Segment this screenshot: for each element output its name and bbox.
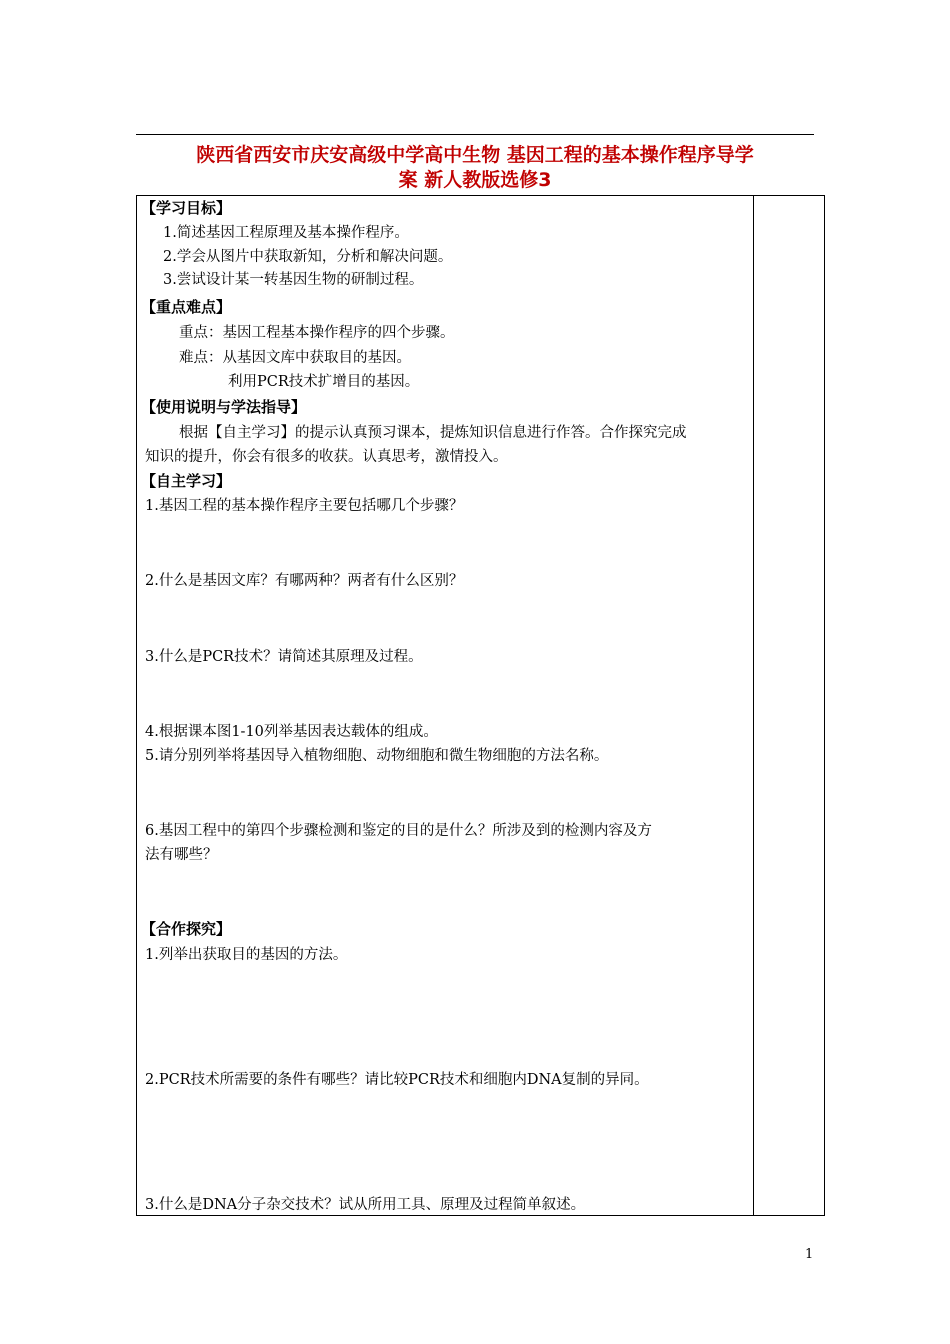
guide-line-1: 根据【自主学习】的提示认真预习课本，提炼知识信息进行作答。合作探究完成 [179, 425, 687, 441]
guide-line-2: 知识的提升，你会有很多的收获。认真思考，激情投入。 [145, 449, 508, 465]
cooperative-question-3: 3.什么是DNA分子杂交技术？试从所用工具、原理及过程简单叙述。 [145, 1197, 586, 1213]
difficulty-text: 难点：从基因文库中获取目的基因。 [179, 350, 411, 366]
title-line-1: 陕西省西安市庆安高级中学高中生物 基因工程的基本操作程序导学 [196, 144, 754, 166]
difficulty-text-2: 利用PCR技术扩增目的基因。 [228, 374, 420, 390]
self-study-question-1: 1.基因工程的基本操作程序主要包括哪几个步骤？ [145, 498, 464, 514]
title-line-2: 案 新人教版选修3 [398, 169, 552, 191]
self-study-question-3: 3.什么是PCR技术？请简述其原理及过程。 [145, 649, 423, 665]
document-title [136, 143, 814, 193]
cooperative-heading: 【合作探究】 [141, 920, 232, 938]
guide-heading: 【使用说明与学法指导】 [141, 398, 307, 416]
page-number: 1 [805, 1247, 814, 1262]
self-study-heading: 【自主学习】 [141, 472, 232, 490]
content-table-notes-column [753, 195, 825, 1216]
key-points-heading: 【重点难点】 [141, 298, 232, 316]
cooperative-question-2: 2.PCR技术所需要的条件有哪些？请比较PCR技术和细胞内DNA复制的异同。 [145, 1072, 649, 1088]
self-study-question-6-line-1: 6.基因工程中的第四个步骤检测和鉴定的目的是什么？所涉及到的检测内容及方 [145, 823, 652, 839]
self-study-question-6-line-2: 法有哪些？ [145, 847, 218, 863]
cooperative-question-1: 1.列举出获取目的基因的方法。 [145, 947, 348, 963]
self-study-question-2: 2.什么是基因文库？有哪两种？两者有什么区别？ [145, 573, 464, 589]
self-study-question-4: 4.根据课本图1-10列举基因表达载体的组成。 [145, 724, 438, 740]
objective-item: 3.尝试设计某一转基因生物的研制过程。 [163, 272, 424, 288]
objective-item: 1.简述基因工程原理及基本操作程序。 [163, 225, 409, 241]
objectives-heading: 【学习目标】 [141, 199, 232, 217]
focus-text: 重点：基因工程基本操作程序的四个步骤。 [179, 325, 455, 341]
self-study-question-5: 5.请分别列举将基因导入植物细胞、动物细胞和微生物细胞的方法名称。 [145, 748, 609, 764]
objective-item: 2.学会从图片中获取新知，分析和解决问题。 [163, 249, 453, 265]
header-rule [136, 134, 814, 135]
